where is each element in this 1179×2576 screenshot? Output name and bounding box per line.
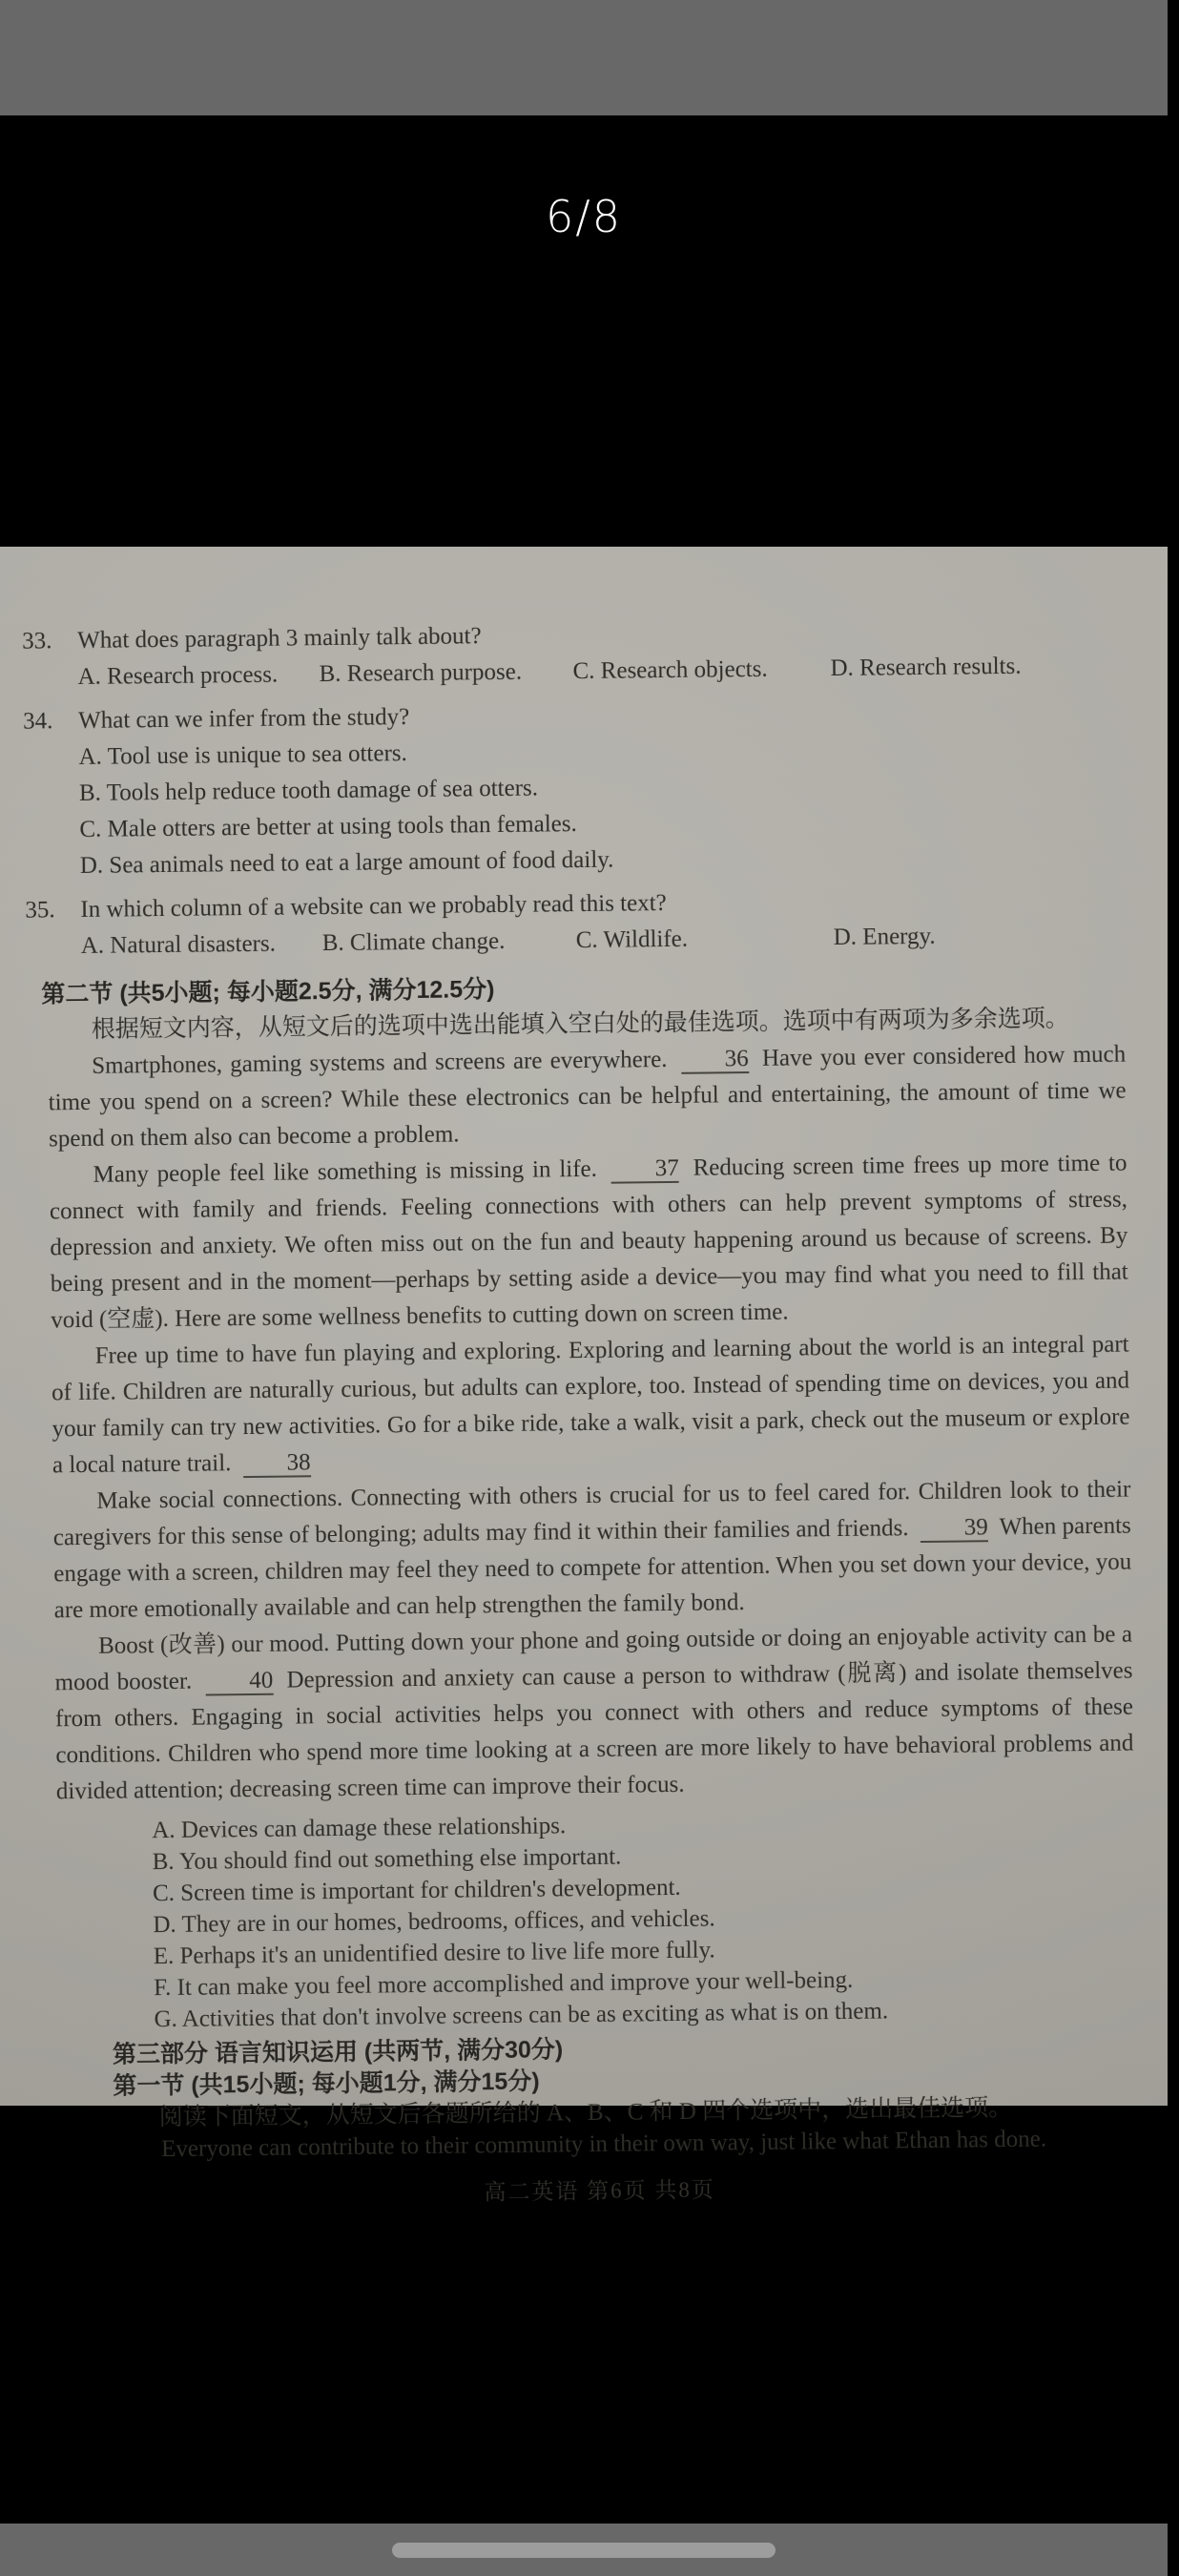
question-text: What can we infer from the study? — [77, 704, 410, 734]
question-number: 33. — [22, 628, 52, 654]
option: A. Natural disasters. — [80, 930, 277, 959]
status-bar-scrim — [0, 0, 1168, 115]
question-number: 34. — [22, 708, 53, 735]
gap-blank: 39 — [920, 1515, 988, 1543]
cloze-passage-first-line: Everyone can contribute to their community in their own way, just like what Ethan has done. — [160, 2126, 1047, 2163]
gap-blank: 36 — [681, 1047, 749, 1074]
page-footer: 高二英语 第6页 共8页 — [484, 2177, 716, 2205]
option: B. Tools help reduce tooth damage of sea otters. — [78, 775, 539, 806]
navigation-bar — [0, 2524, 1168, 2576]
question-number: 35. — [25, 897, 55, 924]
home-indicator[interactable] — [392, 2543, 776, 2558]
gap-choice: C. Screen time is important for children's development. — [152, 1874, 681, 1907]
gap-choice: G. Activities that don't involve screens can be as exciting as what is on them. — [154, 1998, 889, 2033]
gap-choices-block — [56, 1803, 1137, 2036]
option: C. Male otters are better at using tools than females. — [79, 811, 577, 842]
question-item — [22, 612, 1122, 696]
gap-choice: B. You should find out something else important. — [152, 1843, 622, 1876]
passage-paragraph: Many people feel like something is missing in life. 37 Reducing screen time frees up more time to connect with family and friends. Feeling connections with others can help prevent symptoms of stress, depression and anxiety. We often miss out on the fun and beauty happening around us because of screens. By being present and in the moment—perhaps by setting aside a device—you may find what you need to fill that void (空虚). Here are some wellness benefits to cutting down on screen time. — [49, 1150, 1128, 1334]
questions-block — [22, 612, 1125, 966]
section3-subheading: 第一节 (共15小题; 每小题1分, 满分15分) — [113, 2067, 540, 2100]
section3-heading: 第三部分 语言知识运用 (共两节, 满分30分) — [112, 2036, 564, 2068]
option: B. Research purpose. — [319, 658, 523, 688]
option: D. Energy. — [833, 923, 936, 951]
page-indicator: 6/8 — [545, 191, 623, 242]
question-text: In which column of a website can we probably read this text? — [80, 889, 667, 923]
question-item — [23, 692, 1124, 885]
passage-paragraph: Boost (改善) our mood. Putting down your phone and going outside or doing an enjoyable activity can be a mood booster. 40 Depression and anxiety can cause a person to withdraw (脱离) and isolate themselves from others. Engaging in social activities helps you connect with others and reduce symptoms of these conditions. Children who spend more time looking at a screen are more likely to have behavioral problems and divided attention; decreasing screen time can improve their focus. — [54, 1621, 1134, 1805]
gap-blank: 38 — [242, 1450, 310, 1478]
gap-blank: 37 — [611, 1156, 679, 1184]
question-item — [25, 881, 1125, 966]
section2-heading: 第二节 (共5小题; 每小题2.5分, 满分12.5分) — [41, 976, 495, 1008]
option: C. Wildlife. — [575, 925, 689, 954]
section3-block — [59, 2027, 1138, 2166]
option: D. Sea animals need to eat a large amount of food daily. — [79, 846, 614, 879]
passage-paragraph: Smartphones, gaming systems and screens are everywhere. 36 Have you ever considered how much time you spend on a screen? While these electronics can be helpful and entertaining, the amount of time we spend on them also can become a problem. — [48, 1041, 1127, 1153]
passage-block — [48, 1037, 1134, 1811]
gap-choice: D. They are in our homes, bedrooms, offices, and vehicles. — [153, 1905, 715, 1939]
exam-paper-photo[interactable] — [0, 547, 1168, 2205]
option: A. Research process. — [77, 661, 279, 690]
gap-choice: E. Perhaps it's an unidentified desire to live life more fully. — [153, 1937, 715, 1970]
section2-instruction: 根据短文内容，从短文后的选项中选出能填入空白处的最佳选项。选项中有两项为多余选项。 — [91, 1006, 1069, 1043]
option: D. Research results. — [830, 653, 1022, 682]
question-text: What does paragraph 3 mainly talk about? — [77, 623, 482, 654]
section3-instruction: 阅读下面短文，从短文后各题所给的 A、B、C 和 D 四个选项中，选出最佳选项。 — [158, 2094, 1013, 2131]
gap-choice: A. Devices can damage these relationships. — [152, 1813, 567, 1844]
passage-paragraph: Make social connections. Connecting with others is crucial for us to feel cared for. Children look to their caregivers for this sense of belonging; adults may find it within their families and friends. 39 When parents engage with a screen, children may feel they need to compete for attention. When you set down your device, you are more emotionally available and can help strengthen the family bond. — [52, 1476, 1132, 1624]
gap-blank: 40 — [205, 1669, 273, 1696]
option: B. Climate change. — [321, 927, 506, 957]
passage-paragraph: Free up time to have fun playing and exploring. Exploring and learning about the world is an integral part of life. Children are naturally curious, but adults can explore, too. Instead of spending time on devices, you and your family can try new activities. Go for a bike ride, take a walk, visit a park, check out the museum or explore a local nature trail. 38 — [51, 1331, 1130, 1479]
option: A. Tool use is unique to sea otters. — [78, 740, 407, 770]
exam-paper-content — [0, 540, 1179, 2216]
option: C. Research objects. — [572, 655, 768, 685]
gap-choice: F. It can make you feel more accomplished and improve your well-being. — [154, 1966, 854, 2002]
